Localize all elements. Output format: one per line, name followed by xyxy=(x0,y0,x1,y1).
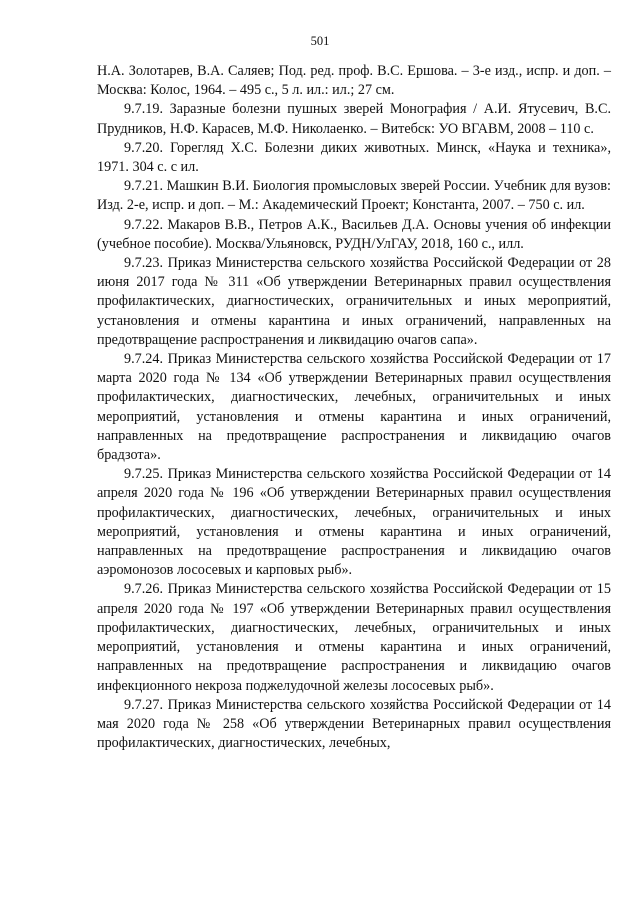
reference-9-7-23: 9.7.23. Приказ Министерства сельского хозяйства Российской Федерации от 28 июня 2017 года № 311 «Об утверждении Ветеринарных правил осуществления профилактических, диагностических, ограничительных и иных мероприятий, установления и отмены карантина и иных ограничений, направленных на предотвращение распространения и ликвидацию очагов сапа». xyxy=(97,255,611,348)
reference-9-7-20: 9.7.20. Горегляд Х.С. Болезни диких животных. Минск, «Наука и техника», 1971. 304 с. с ил. xyxy=(97,139,611,176)
reference-9-7-26: 9.7.26. Приказ Министерства сельского хозяйства Российской Федерации от 15 апреля 2020 года № 197 «Об утверждении Ветеринарных правил осуществления профилактических, диагностических, лечебных, ограничительных и иных мероприятий, установления и отмены карантина и иных ограничений, направленных на предотвращение распространения и ликвидацию очагов инфекционного некроза поджелудочной железы лососевых рыб». xyxy=(97,581,611,694)
reference-9-7-25: 9.7.25. Приказ Министерства сельского хозяйства Российской Федерации от 14 апреля 2020 года № 196 «Об утверждении Ветеринарных правил осуществления профилактических, диагностических, лечебных, ограничительных и иных мероприятий, установления и отмены карантина и иных ограничений, направленных на предотвращение распространения и ликвидацию очагов аэромонозов лососевых и карповых рыб». xyxy=(97,466,611,579)
page-number: 501 xyxy=(310,34,330,48)
reference-continuation: Н.А. Золотарев, В.А. Саляев; Под. ред. проф. В.С. Ершова. – 3-е изд., испр. и доп. – Москва: Колос, 1964. – 495 с., 5 л. ил.: ил.; 27 см. xyxy=(97,63,611,99)
page-content xyxy=(97,62,611,753)
reference-9-7-24: 9.7.24. Приказ Министерства сельского хозяйства Российской Федерации от 17 марта 2020 года № 134 «Об утверждении Ветеринарных правил осуществления профилактических, диагностических, лечебных, ограничительных и иных мероприятий, установления и отмены карантина и иных ограничений, направленных на предотвращение распространения и ликвидацию очагов брадзота». xyxy=(97,351,611,464)
reference-9-7-21: 9.7.21. Машкин В.И. Биология промысловых зверей России. Учебник для вузов: Изд. 2-е, испр. и доп. – М.: Академический Проект; Константа, 2007. – 750 с. ил. xyxy=(97,178,611,214)
reference-9-7-19: 9.7.19. Заразные болезни пушных зверей Монография / А.И. Ятусевич, В.С. Прудников, Н.Ф. Карасев, М.Ф. Николаенко. – Витебск: УО ВГАВМ, 2008 – 110 с. xyxy=(97,101,611,137)
reference-9-7-27: 9.7.27. Приказ Министерства сельского хозяйства Российской Федерации от 14 мая 2020 года № 258 «Об утверждении Ветеринарных правил осуществления профилактических, диагностических, лечебных, xyxy=(97,696,611,752)
reference-9-7-22: 9.7.22. Макаров В.В., Петров А.К., Васильев Д.А. Основы учения об инфекции (учебное пособие). Москва/Ульяновск, РУДН/УлГАУ, 2018, 160 с., илл. xyxy=(97,216,611,252)
